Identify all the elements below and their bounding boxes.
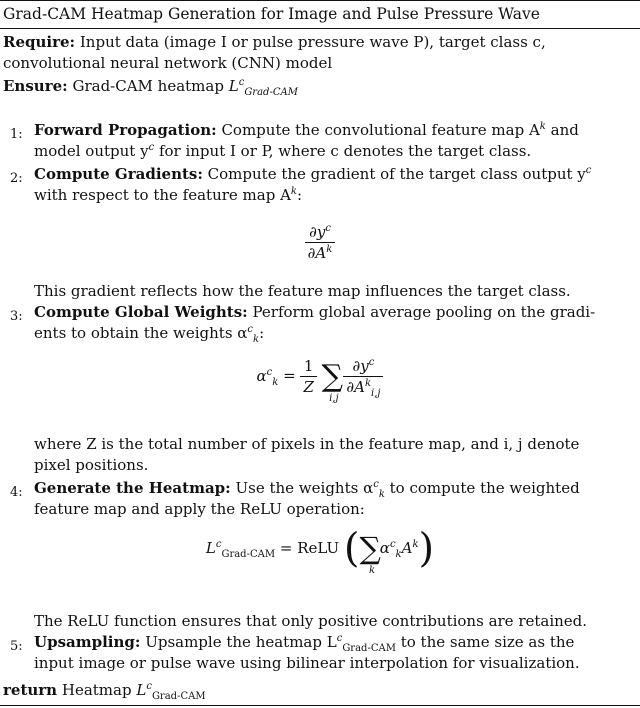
- step-4-after: The ReLU function ensures that only positive contributions are retained.: [34, 612, 588, 630]
- heatmap-equation: $L^c_{Grad-CAM}$ = ReLU ($\sum_k$ $\alpha^c_kA^k$): [205, 525, 435, 576]
- step-4-text-2: feature map and apply the ReLU operation:: [34, 500, 365, 518]
- step-2-number: 2:: [10, 171, 23, 186]
- step-1: Forward Propagation: Compute the convolutional feature map $A^k$ and model output $y^c$ for input I or P, where c denotes the target class.: [34, 121, 579, 160]
- step-1-text-1b: and: [550, 121, 579, 139]
- step-2-label: Compute Gradients:: [34, 165, 203, 183]
- step-1-text-2b: for input I or P, where c denotes the target class.: [158, 142, 532, 160]
- ensure-block: [3, 76, 635, 97]
- step-3-text-2: ents to obtain the weights α: [34, 324, 248, 342]
- step-4-text-1b: to compute the weighted: [389, 479, 580, 497]
- step-3-text-1: Perform global average pooling on the gradi-: [252, 303, 596, 321]
- step-4: Generate the Heatmap: Use the weights $\alpha^c_k$ to compute the weighted feature map and apply the ReLU operation:: [34, 479, 580, 518]
- step-3-after-2: pixel positions.: [34, 456, 149, 474]
- step-3-number: 3:: [10, 309, 23, 324]
- step-4-number: 4:: [10, 485, 23, 500]
- ensure-text: Grad-CAM heatmap: [72, 77, 224, 95]
- return-label: return: [3, 681, 58, 699]
- step-1-text-2: model output y: [34, 142, 149, 160]
- ensure-label: Ensure:: [3, 77, 68, 95]
- step-1-number: 1:: [10, 127, 23, 142]
- weights-equation: $\alpha^c_k$ = $\frac{1}{Z}$ $\sum_{i,j}$ $\frac{\partial y^c}{\partial A^k_{i,j}}$: [0, 356, 640, 397]
- step-5-text-1b: to the same size as the: [400, 633, 575, 651]
- step-1-label: Forward Propagation:: [34, 121, 217, 139]
- step-4-label: Generate the Heatmap:: [34, 479, 231, 497]
- step-5-text-1: Upsample the heatmap L: [145, 633, 337, 651]
- step-2-text-1: Compute the gradient of the target class output y: [207, 165, 586, 183]
- title-rule: [0, 28, 640, 29]
- step-5-label: Upsampling:: [34, 633, 141, 651]
- top-rule: [0, 0, 640, 1]
- bottom-rule: [0, 705, 640, 706]
- step-5-text-2: input image or pulse wave using bilinear interpolation for visualization.: [34, 654, 580, 672]
- step-1-text-1: Compute the convolutional feature map A: [221, 121, 540, 139]
- return-text: Heatmap: [61, 681, 132, 699]
- require-block: [3, 32, 635, 74]
- step-2-text-2: with respect to the feature map A: [34, 186, 291, 204]
- step-5-number: 5:: [10, 639, 23, 654]
- step-3-after-1: where Z is the total number of pixels in the feature map, and i, j denote: [34, 435, 580, 453]
- step-3: Compute Global Weights: Perform global average pooling on the gradi- ents to obtain the weights $\alpha^c_k$:: [34, 303, 596, 345]
- ensure-math: $L^c_{Grad-CAM}$: [228, 77, 298, 98]
- require-text-1: Input data (image I or pulse pressure wave P), target class c,: [79, 33, 546, 51]
- algorithm-title: Grad-CAM Heatmap Generation for Image and Pulse Pressure Wave: [3, 5, 540, 23]
- require-label: Require:: [3, 33, 76, 51]
- require-text-2: convolutional neural network (CNN) model: [3, 54, 333, 72]
- step-3-after: [34, 434, 635, 476]
- step-4-text-1: Use the weights α: [235, 479, 374, 497]
- step-3-label: Compute Global Weights:: [34, 303, 248, 321]
- step-2: Compute Gradients: Compute the gradient of the target class output $y^c$ with respect to the feature map $A^k$:: [34, 165, 592, 204]
- step-2-after: This gradient reflects how the feature map influences the target class.: [34, 282, 571, 300]
- step-5: Upsampling: Upsample the heatmap $L^c_{Grad-CAM}$ to the same size as the input image or pulse wave using bilinear interpolation for visualization.: [34, 633, 580, 672]
- gradient-equation: $\frac{\partial y^c}{\partial A^k}$: [0, 222, 640, 263]
- return-line: return Heatmap $L^c_{Grad-CAM}$: [3, 681, 206, 702]
